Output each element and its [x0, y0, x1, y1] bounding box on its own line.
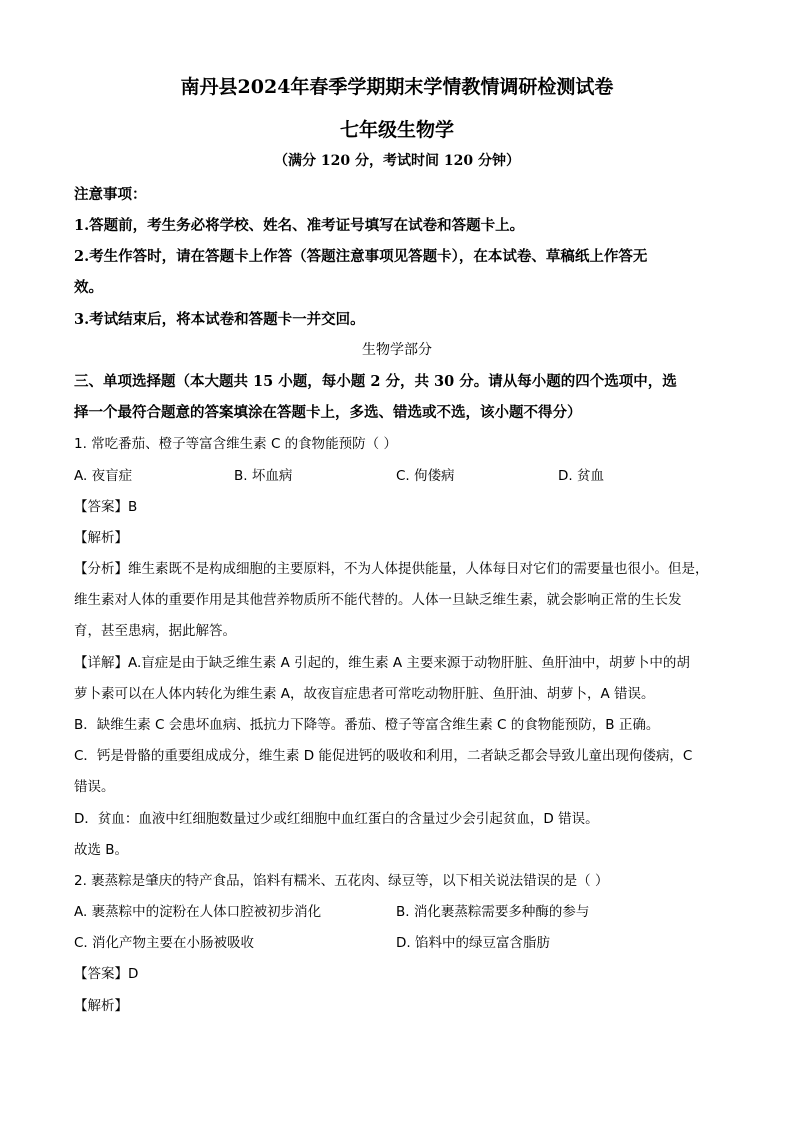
notice-heading: 注意事项：	[74, 186, 147, 203]
question-2-option-d: D. 馅料中的绿豆富含脂肪	[396, 935, 550, 951]
part-heading: 择一个最符合题意的答案填涂在答题卡上，多选、错选或不选，该小题不得分）	[74, 404, 582, 421]
question-1-option-a: A. 夜盲症	[74, 468, 133, 484]
question-2-option-a: A. 裹蒸粽中的淀粉在人体口腔被初步消化	[74, 904, 322, 920]
notice-item: 1.答题前，考生务必将学校、姓名、准考证号填写在试卷和答题卡上。	[74, 217, 525, 234]
analysis-line: 萝卜素可以在人体内转化为维生素 A，故夜盲症患者可常吃动物肝脏、鱼肝油、胡萝卜，A 错误。	[74, 686, 655, 702]
analysis-line: B．缺维生素 C 会患坏血病、抵抗力下降等。番茄、橙子等富含维生素 C 的食物能预防，B 正确。	[74, 717, 660, 733]
analysis-line: 维生素对人体的重要作用是其他营养物质所不能代替的。人体一旦缺乏维生素，就会影响正常的生长发	[74, 592, 682, 608]
question-1-option-d: D. 贫血	[558, 468, 604, 484]
score-info: （满分 120 分，考试时间 120 分钟）	[274, 153, 520, 169]
question-2-answer: 【答案】D	[74, 966, 139, 982]
question-1-option-c: C. 佝偻病	[396, 468, 455, 484]
question-1-stem: 1. 常吃番茄、橙子等富含维生素 C 的食物能预防（ ）	[74, 436, 397, 452]
section-label: 生物学部分	[362, 342, 432, 358]
analysis-line: C．钙是骨骼的重要组成成分，维生素 D 能促进钙的吸收和利用，二者缺乏都会导致儿童出现佝偻病，C	[74, 748, 693, 764]
analysis-line: 【详解】A.盲症是由于缺乏维生素 A 引起的，维生素 A 主要来源于动物肝脏、鱼肝油中，胡萝卜中的胡	[74, 655, 690, 671]
part-heading: 三、单项选择题（本大题共 15 小题，每小题 2 分，共 30 分。请从每小题的四个选项中，选	[74, 373, 677, 390]
analysis-line: 故选 B。	[74, 842, 129, 858]
question-1-option-b: B. 坏血病	[234, 468, 293, 484]
question-2-option-b: B. 消化裹蒸粽需要多种酶的参与	[396, 904, 590, 920]
exam-subject: 七年级生物学	[339, 119, 454, 141]
analysis-line: 育，甚至患病，据此解答。	[74, 623, 236, 639]
analysis-line: 【分析】维生素既不是构成细胞的主要原料，不为人体提供能量，人体每日对它们的需要量也很小。但是，	[74, 561, 709, 577]
exam-title: 南丹县2024年春季学期期末学情教情调研检测试卷	[180, 76, 614, 98]
analysis-line: D．贫血：血液中红细胞数量过少或红细胞中血红蛋白的含量过少会引起贫血，D 错误。	[74, 811, 599, 827]
notice-item: 2.考生作答时，请在答题卡上作答（答题注意事项见答题卡），在本试卷、草稿纸上作答无	[74, 248, 648, 265]
question-1-answer: 【答案】B	[74, 499, 138, 515]
question-2-analysis-label: 【解析】	[74, 998, 128, 1014]
notice-item: 效。	[74, 279, 103, 296]
question-2-stem: 2. 裹蒸粽是肇庆的特产食品，馅料有糯米、五花肉、绿豆等，以下相关说法错误的是（ ）	[74, 873, 609, 889]
question-1-analysis-label: 【解析】	[74, 530, 128, 546]
question-2-option-c: C. 消化产物主要在小肠被吸收	[74, 935, 255, 951]
notice-item: 3.考试结束后，将本试卷和答题卡一并交回。	[74, 311, 365, 328]
analysis-line: 错误。	[74, 779, 115, 795]
